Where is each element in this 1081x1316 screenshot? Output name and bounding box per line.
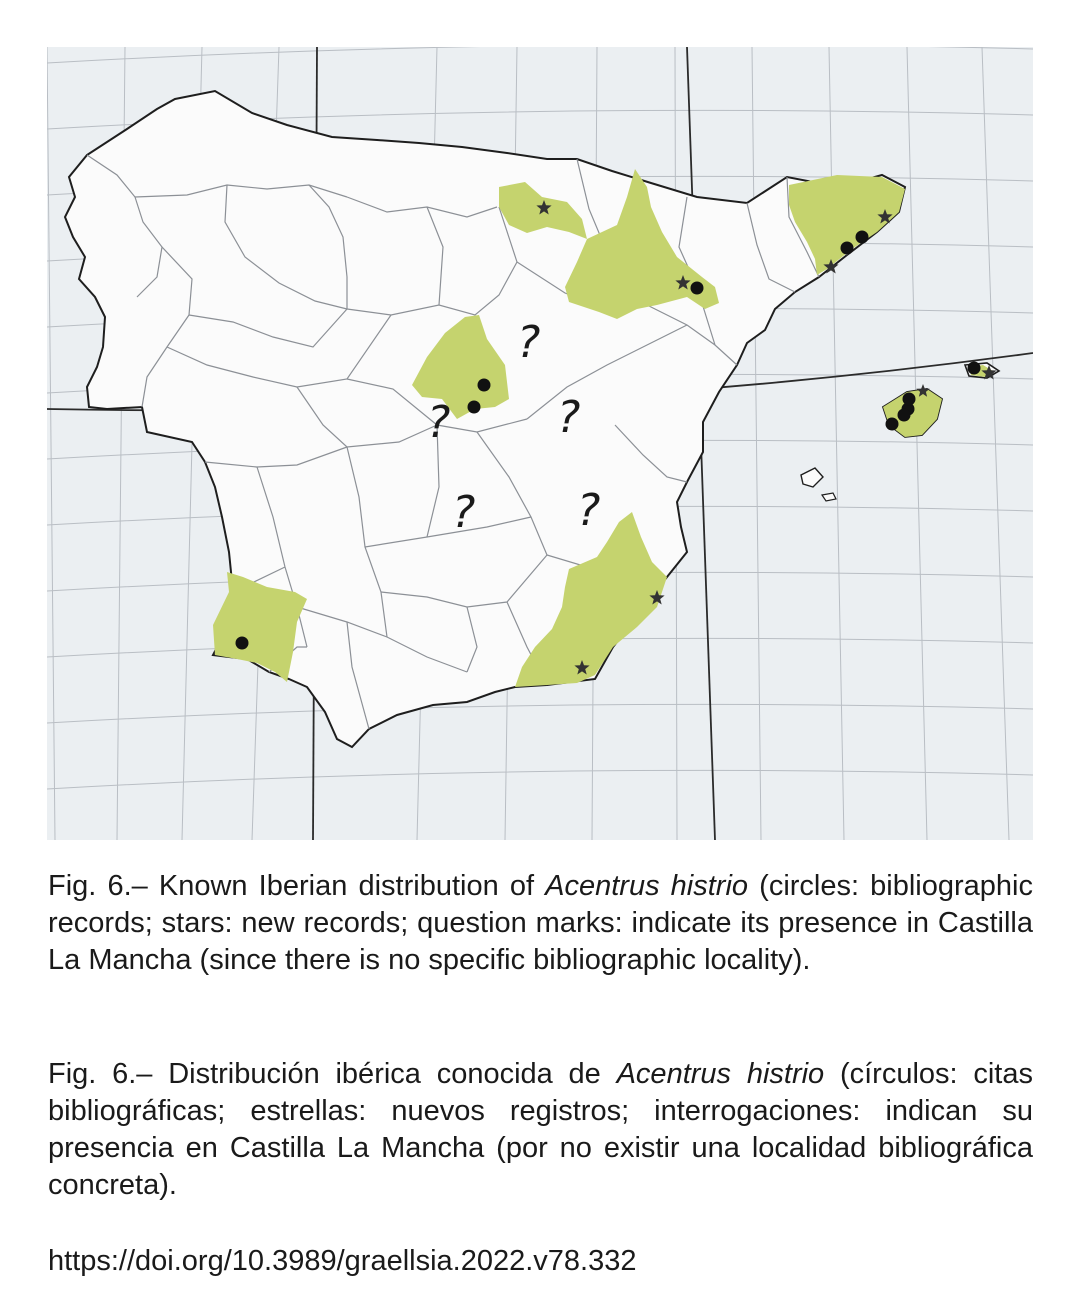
question-mark-3: ? (452, 487, 476, 538)
grid-line-v-9 (829, 47, 844, 840)
record-circle-0 (478, 379, 491, 392)
record-circle-9 (236, 637, 249, 650)
record-circle-10 (903, 393, 916, 406)
distribution-map (47, 47, 1033, 840)
question-mark-1: ? (427, 397, 451, 448)
island-ibiza (801, 468, 823, 487)
doi-link[interactable]: https://doi.org/10.3989/graellsia.2022.v78.332 (48, 1245, 637, 1277)
record-circle-3 (841, 242, 854, 255)
caption-es-suffix: (círculos: citas bibliográficas; estrellas: nuevos registros; interrogaciones: indican su presencia en Castilla La Mancha (por no existir una localidad bibliográfica concreta). (48, 1058, 1033, 1201)
caption-english (48, 868, 1033, 979)
record-circle-4 (856, 231, 869, 244)
map-svg (47, 47, 1033, 840)
record-circle-2 (691, 282, 704, 295)
question-mark-4: ? (577, 485, 601, 536)
record-circle-7 (898, 409, 911, 422)
caption-en-suffix: (circles: bibliographic records; stars: new records; question marks: indicate its presence in Castilla La Mancha (since there is no specific bibliographic locality). (48, 870, 1033, 976)
question-mark-2: ? (557, 392, 581, 443)
grid-line-v-10 (907, 47, 927, 840)
grid-line-h-10 (47, 704, 1033, 723)
iberian-peninsula (65, 91, 905, 747)
caption-en-species: Acentrus histrio (545, 870, 749, 902)
grid-line-h-0 (47, 47, 1033, 63)
record-circle-5 (968, 362, 981, 375)
caption-es-prefix: Fig. 6.– Distribución ibérica conocida de (48, 1058, 617, 1090)
caption-spanish (48, 1056, 1033, 1204)
grid-line-v-8 (752, 47, 761, 840)
grid-line-v-0 (47, 47, 55, 840)
caption-en-prefix: Fig. 6.– Known Iberian distribution of (48, 870, 546, 902)
caption-es-species: Acentrus histrio (616, 1058, 825, 1090)
grid-line-h-11 (47, 770, 1033, 789)
record-circle-8 (886, 418, 899, 431)
record-circle-1 (468, 401, 481, 414)
question-mark-0: ? (517, 317, 541, 368)
island-formentera (822, 493, 836, 501)
